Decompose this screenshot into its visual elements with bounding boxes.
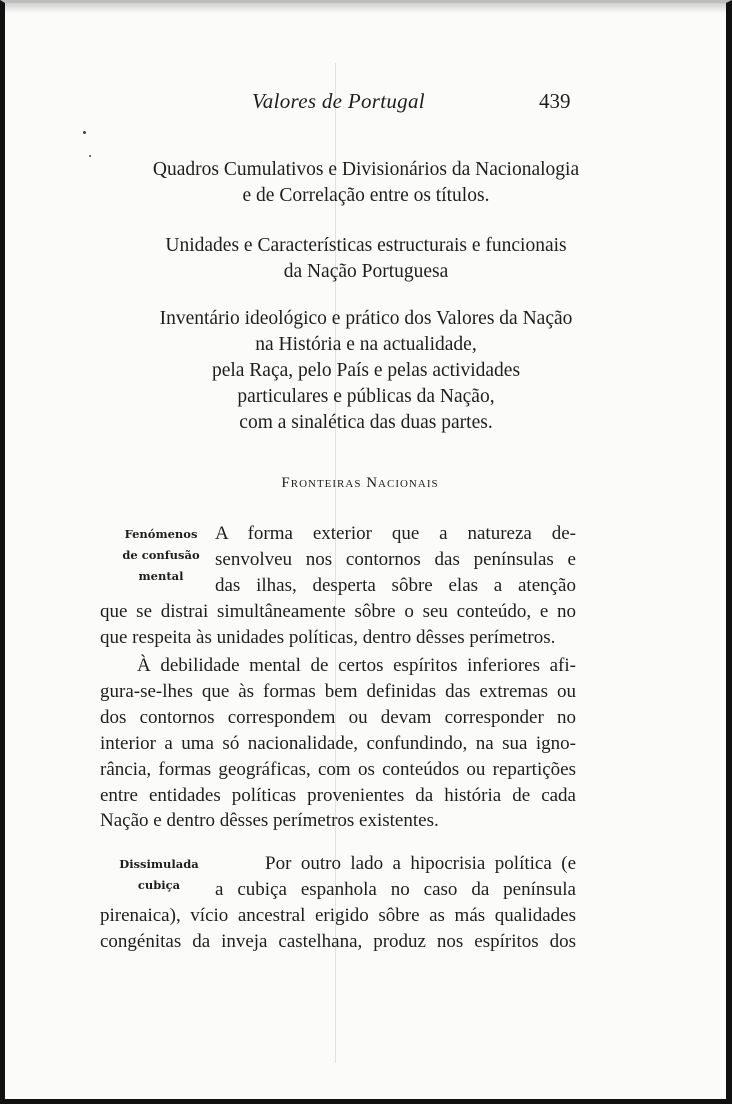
text-line: a cubiça espanhola no caso da península	[215, 878, 576, 900]
title-block-quadros	[100, 157, 632, 209]
title-line: e de Correlação entre os títulos.	[242, 185, 490, 206]
title-line: Unidades e Características estructurais e funcionais	[165, 235, 567, 256]
text-line: senvolveu nos contornos das penínsulas e	[215, 548, 576, 570]
paragraph-hipocrisia	[100, 851, 576, 955]
text-line: pirenaica), vício ancestral erigido sôbre as más qualidades	[100, 904, 576, 926]
paragraph-debilidade-mental	[100, 653, 576, 834]
text-line: congénitas da inveja castelhana, produz nos espíritos dos	[100, 930, 576, 952]
text-line: A forma exterior que a natureza de-	[215, 523, 576, 544]
text-line: dos contornos correspondem ou devam corresponder no	[100, 706, 576, 728]
title-line: Inventário ideológico e prático dos Valores da Nação	[159, 308, 573, 329]
sidenote-line: Fenómenos	[124, 527, 198, 541]
text-line: que se distrai simultâneamente sôbre o seu conteúdo, e no	[100, 600, 576, 622]
page-number: 439	[539, 89, 571, 113]
title-line: particulares e públicas da Nação,	[237, 386, 495, 407]
text-line: que respeita às unidades políticas, dentro dêsses perímetros.	[100, 626, 556, 648]
sidenote-line: mental	[138, 569, 184, 583]
sidenote-line: de confusão	[122, 548, 200, 562]
sidenote-line: cubiça	[137, 878, 181, 892]
running-title: Valores de Portugal	[252, 89, 425, 113]
title-line: na História e na actualidade,	[255, 334, 477, 355]
title-block-inventario	[100, 306, 632, 436]
title-line: Quadros Cumulativos e Divisionários da Nacionalogia	[152, 159, 580, 180]
text-line: interior a uma só nacionalidade, confundindo, na sua igno-	[100, 732, 576, 754]
text-line: À debilidade mental de certos espíritos inferiores afi-	[137, 655, 576, 676]
title-line: pela Raça, pelo País e pelas actividades	[211, 360, 521, 381]
sidenote-line: Dissimulada	[119, 857, 199, 871]
text-line: entre entidades políticas provenientes da história de cada	[100, 784, 576, 806]
text-line: rância, formas geográficas, com os conteúdos ou repartições	[100, 758, 576, 780]
text-line: gura-se-lhes que às formas bem definidas das extremas ou	[100, 680, 576, 702]
paragraph-forma-exterior	[100, 521, 576, 651]
ink-speck	[83, 131, 86, 134]
ink-speck	[89, 155, 91, 157]
scan-edge-shadow	[5, 3, 726, 13]
section-heading: Fronteiras Nacionais	[281, 475, 439, 491]
text-line: Por outro lado a hipocrisia política (e	[265, 853, 576, 874]
title-block-unidades	[100, 233, 632, 285]
title-line: com a sinalética das duas partes.	[239, 412, 493, 433]
title-line: da Nação Portuguesa	[283, 261, 449, 282]
text-line: Nação e dentro dêsses perímetros existentes.	[100, 810, 439, 832]
text-line: das ilhas, desperta sôbre elas a atenção	[215, 574, 576, 596]
